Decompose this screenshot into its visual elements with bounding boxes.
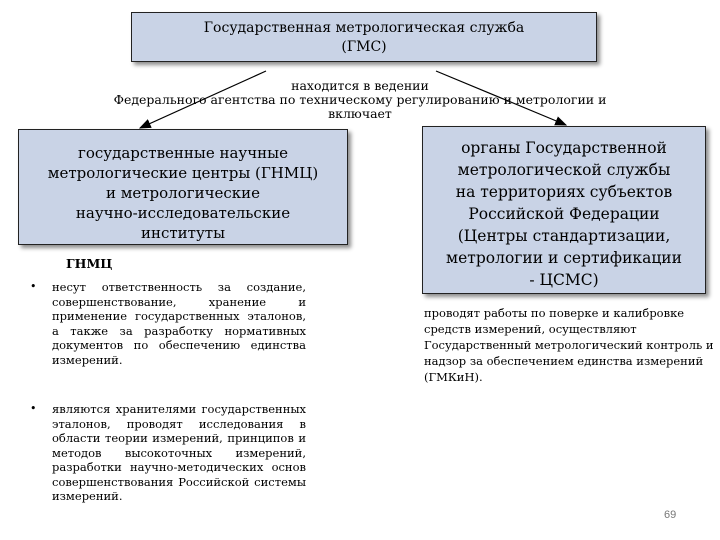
gnmc-bullet-text: являются хранителями государственных эталонов, проводят исследования в области теории измерений, принципов и методов высокоточных измерений, разработки научно-методических основ совершенствования Российской системы измерений. — [52, 402, 306, 503]
csms-box-line5: (Центры стандартизации, — [457, 227, 671, 245]
gnmc-bullet-item — [30, 280, 306, 367]
gms-title-line1: Государственная метрологическая служба — [203, 20, 525, 36]
csms-box-line1: органы Государственной — [461, 139, 667, 157]
csms-box-line7: - ЦСМС) — [529, 271, 599, 289]
connector-caption-line3: включает — [328, 106, 392, 121]
gnmc-box-line4: научно-исследовательские — [75, 204, 291, 222]
gnmc-box-line3: и метрологические — [105, 184, 261, 202]
csms-box — [422, 126, 706, 294]
gnmc-box-line5: институты — [140, 224, 226, 242]
gms-box — [131, 12, 597, 62]
csms-box-line2: метрологической службы — [457, 161, 671, 179]
gnmc-box-line2: метрологические центры (ГНМЦ) — [47, 164, 319, 182]
gnmc-box-line1: государственные научные — [78, 144, 288, 162]
page-number: 69 — [664, 509, 677, 521]
bullet-marker: • — [30, 402, 37, 415]
connector-caption-line1: находится в ведении — [291, 78, 429, 93]
csms-box-line4: Российской Федерации — [468, 205, 660, 223]
connector-caption — [60, 79, 660, 121]
gnmc-label: ГНМЦ — [66, 256, 113, 271]
gms-title-line2: (ГМС) — [341, 39, 387, 55]
gnmc-box — [18, 129, 348, 245]
csms-box-line3: на территориях субъектов — [455, 183, 673, 201]
connector-caption-line2: Федерального агентства по техническому регулированию и метрологии и — [113, 92, 607, 107]
csms-box-line6: метрологии и сертификации — [446, 249, 682, 267]
bullet-marker: • — [30, 280, 37, 293]
gnmc-bullet-text: несут ответственность за создание, совершенствование, хранение и применение государственных эталонов, а также за разработку нормативных документов по обеспечению единства измерений. — [52, 280, 306, 367]
gnmc-bullet-item — [30, 402, 306, 504]
csms-description: проводят работы по поверке и калибровке средств измерений, осуществляют Государственный метрологический контроль и надзор за обеспечением единства измерений (ГМКиН). — [424, 306, 714, 384]
